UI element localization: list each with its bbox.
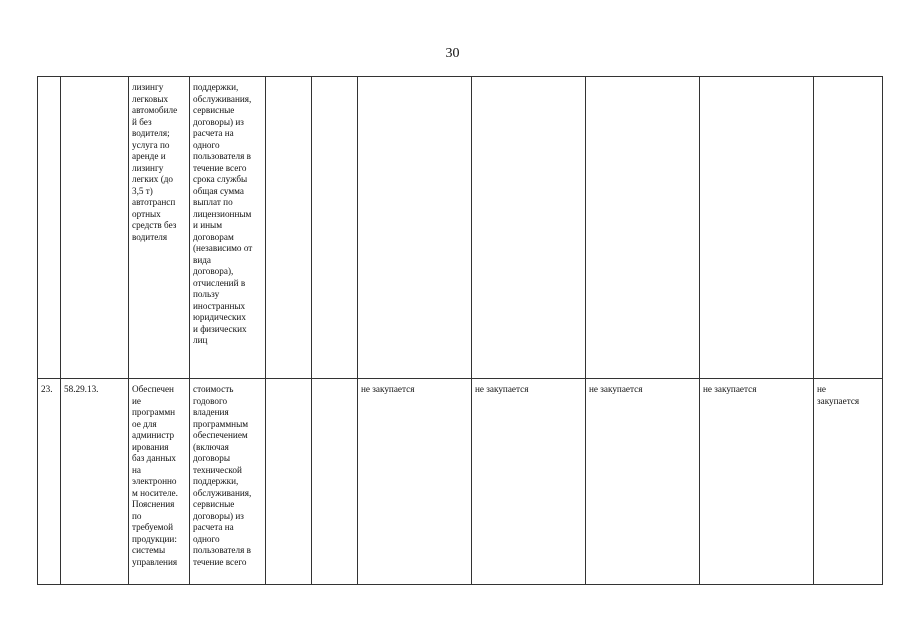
value-cell [358, 379, 472, 585]
table-row [38, 379, 883, 585]
row-index-cell [38, 379, 61, 585]
row-index: 23. [41, 384, 53, 394]
okpd-code: 58.29.13. [64, 384, 99, 394]
name-cell [129, 77, 190, 379]
characteristic-cell [190, 379, 266, 585]
value-cell [358, 77, 472, 379]
table-row [38, 77, 883, 379]
value-text: не закупается [817, 384, 860, 406]
unit-name-cell [312, 379, 358, 585]
value-cell [700, 379, 814, 585]
unit-name-cell [312, 77, 358, 379]
unit-code-cell [266, 379, 312, 585]
code-cell [61, 379, 129, 585]
value-cell [814, 77, 883, 379]
characteristic-cell [190, 77, 266, 379]
value-text: не закупается [361, 384, 415, 394]
value-cell [472, 77, 586, 379]
value-text: не закупается [589, 384, 643, 394]
characteristic-text: поддержки, обслуживания, сервисные договоры) из расчета на одного пользователя в течение всего срока службы общая сумма выплат по лицензионным и иным договорам (независимо от вида договора), отчислений в пользу иностранных юридических и физических лиц [193, 82, 253, 345]
value-text: не закупается [703, 384, 757, 394]
code-cell [61, 77, 129, 379]
row-index-cell [38, 77, 61, 379]
product-name: Обеспечен ие программн ое для администр ирования баз данных на электронно м носителе. Пояснения по требуемой продукции: системы управления [132, 384, 178, 567]
value-cell [472, 379, 586, 585]
value-cell [586, 77, 700, 379]
procurement-table [37, 76, 883, 585]
unit-code-cell [266, 77, 312, 379]
characteristic-text: стоимость годового владения программным обеспечением (включая договоры технической поддержки, обслуживания, сервисные договоры) из расчета на одного пользователя в течение всего [193, 384, 252, 567]
value-text: не закупается [475, 384, 529, 394]
name-cell [129, 379, 190, 585]
value-cell [586, 379, 700, 585]
product-name: лизингу легковых автомобиле й без водителя; услуга по аренде и лизингу легких (до 3,5 т) автотрансп ортных средств без водителя [132, 82, 178, 242]
page-number: 30 [445, 46, 460, 61]
value-cell [814, 379, 883, 585]
value-cell [700, 77, 814, 379]
